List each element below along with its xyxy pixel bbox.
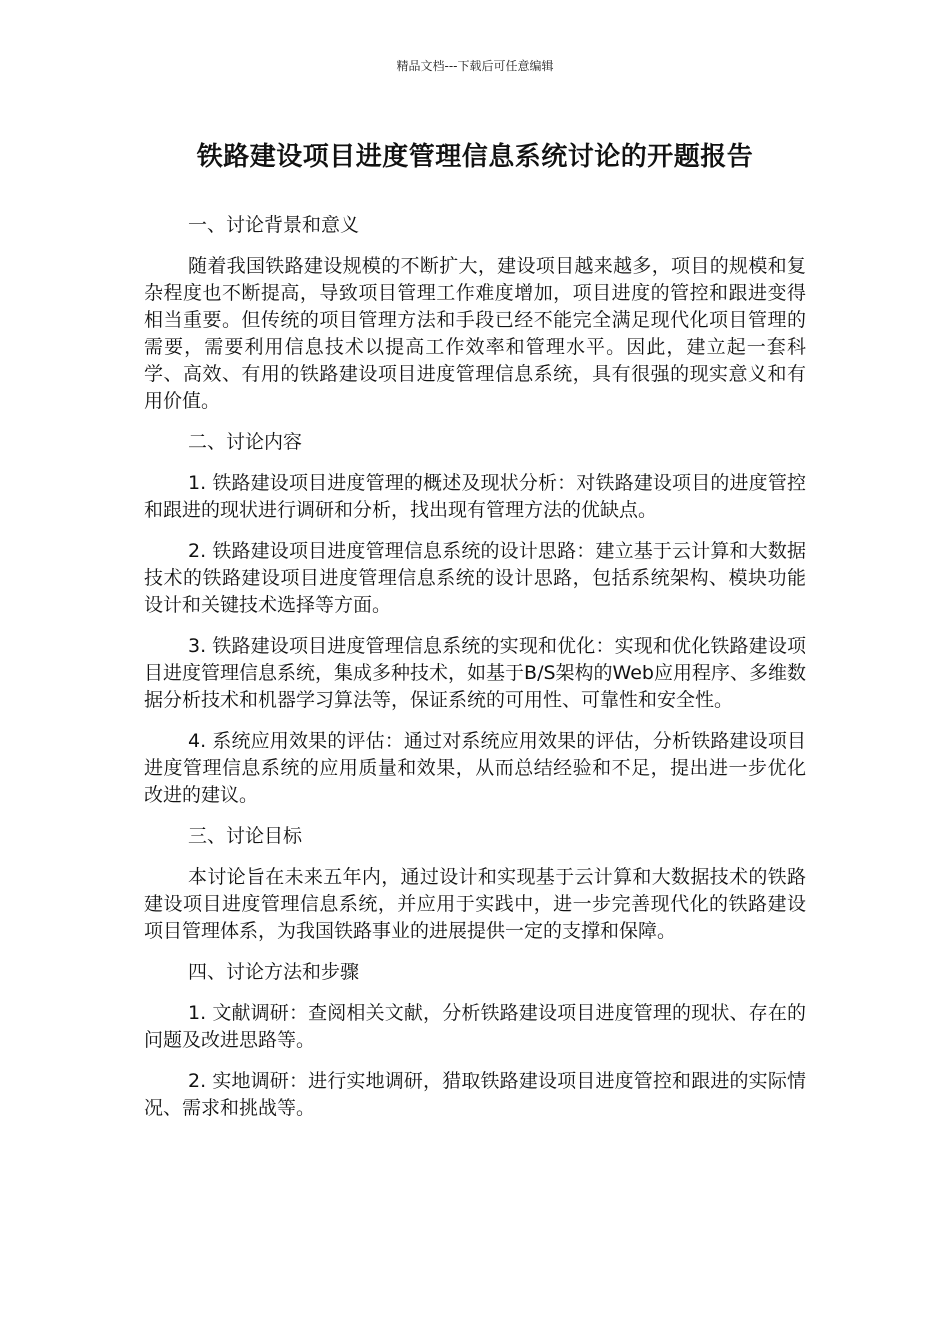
paragraph-content-item-4: 4. 系统应用效果的评估：通过对系统应用效果的评估，分析铁路建设项目进度管理信息系统的应用质量和效果，从而总结经验和不足，提出进一步优化改进的建议。	[144, 730, 806, 806]
page-header-note: 精品文档---下载后可任意编辑	[396, 59, 554, 73]
paragraph-content-item-1: 1. 铁路建设项目进度管理的概述及现状分析：对铁路建设项目的进度管控和跟进的现状进行调研和分析，找出现有管理方法的优缺点。	[144, 472, 806, 521]
document-title: 铁路建设项目进度管理信息系统讨论的开题报告	[196, 142, 754, 172]
document-body	[144, 212, 806, 1136]
section-heading-content: 二、讨论内容	[188, 431, 303, 453]
paragraph-method-item-1: 1. 文献调研：查阅相关文献，分析铁路建设项目进度管理的现状、存在的问题及改进思路等。	[144, 1002, 806, 1051]
paragraph-background: 随着我国铁路建设规模的不断扩大，建设项目越来越多，项目的规模和复杂程度也不断提高，导致项目管理工作难度增加，项目进度的管控和跟进变得相当重要。但传统的项目管理方法和手段已经不能完全满足现代化项目管理的需要，需要利用信息技术以提高工作效率和管理水平。因此，建立起一套科学、高效、有用的铁路建设项目进度管理信息系统，具有很强的现实意义和有用价值。	[144, 255, 806, 412]
paragraph-content-item-3: 3. 铁路建设项目进度管理信息系统的实现和优化：实现和优化铁路建设项目进度管理信息系统，集成多种技术，如基于B/S架构的Web应用程序、多维数据分析技术和机器学习算法等，保证系统的可用性、可靠性和安全性。	[144, 635, 806, 711]
paragraph-method-item-2: 2. 实地调研：进行实地调研，猎取铁路建设项目进度管控和跟进的实际情况、需求和挑战等。	[144, 1070, 806, 1119]
paragraph-goals: 本讨论旨在未来五年内，通过设计和实现基于云计算和大数据技术的铁路建设项目进度管理信息系统，并应用于实践中，进一步完善现代化的铁路建设项目管理体系，为我国铁路事业的进展提供一定的支撑和保障。	[144, 866, 806, 942]
paragraph-content-item-2: 2. 铁路建设项目进度管理信息系统的设计思路：建立基于云计算和大数据技术的铁路建设项目进度管理信息系统的设计思路，包括系统架构、模块功能设计和关键技术选择等方面。	[144, 540, 806, 616]
section-heading-methods: 四、讨论方法和步骤	[188, 961, 360, 983]
section-heading-background: 一、讨论背景和意义	[188, 214, 360, 236]
section-heading-goals: 三、讨论目标	[188, 825, 303, 847]
